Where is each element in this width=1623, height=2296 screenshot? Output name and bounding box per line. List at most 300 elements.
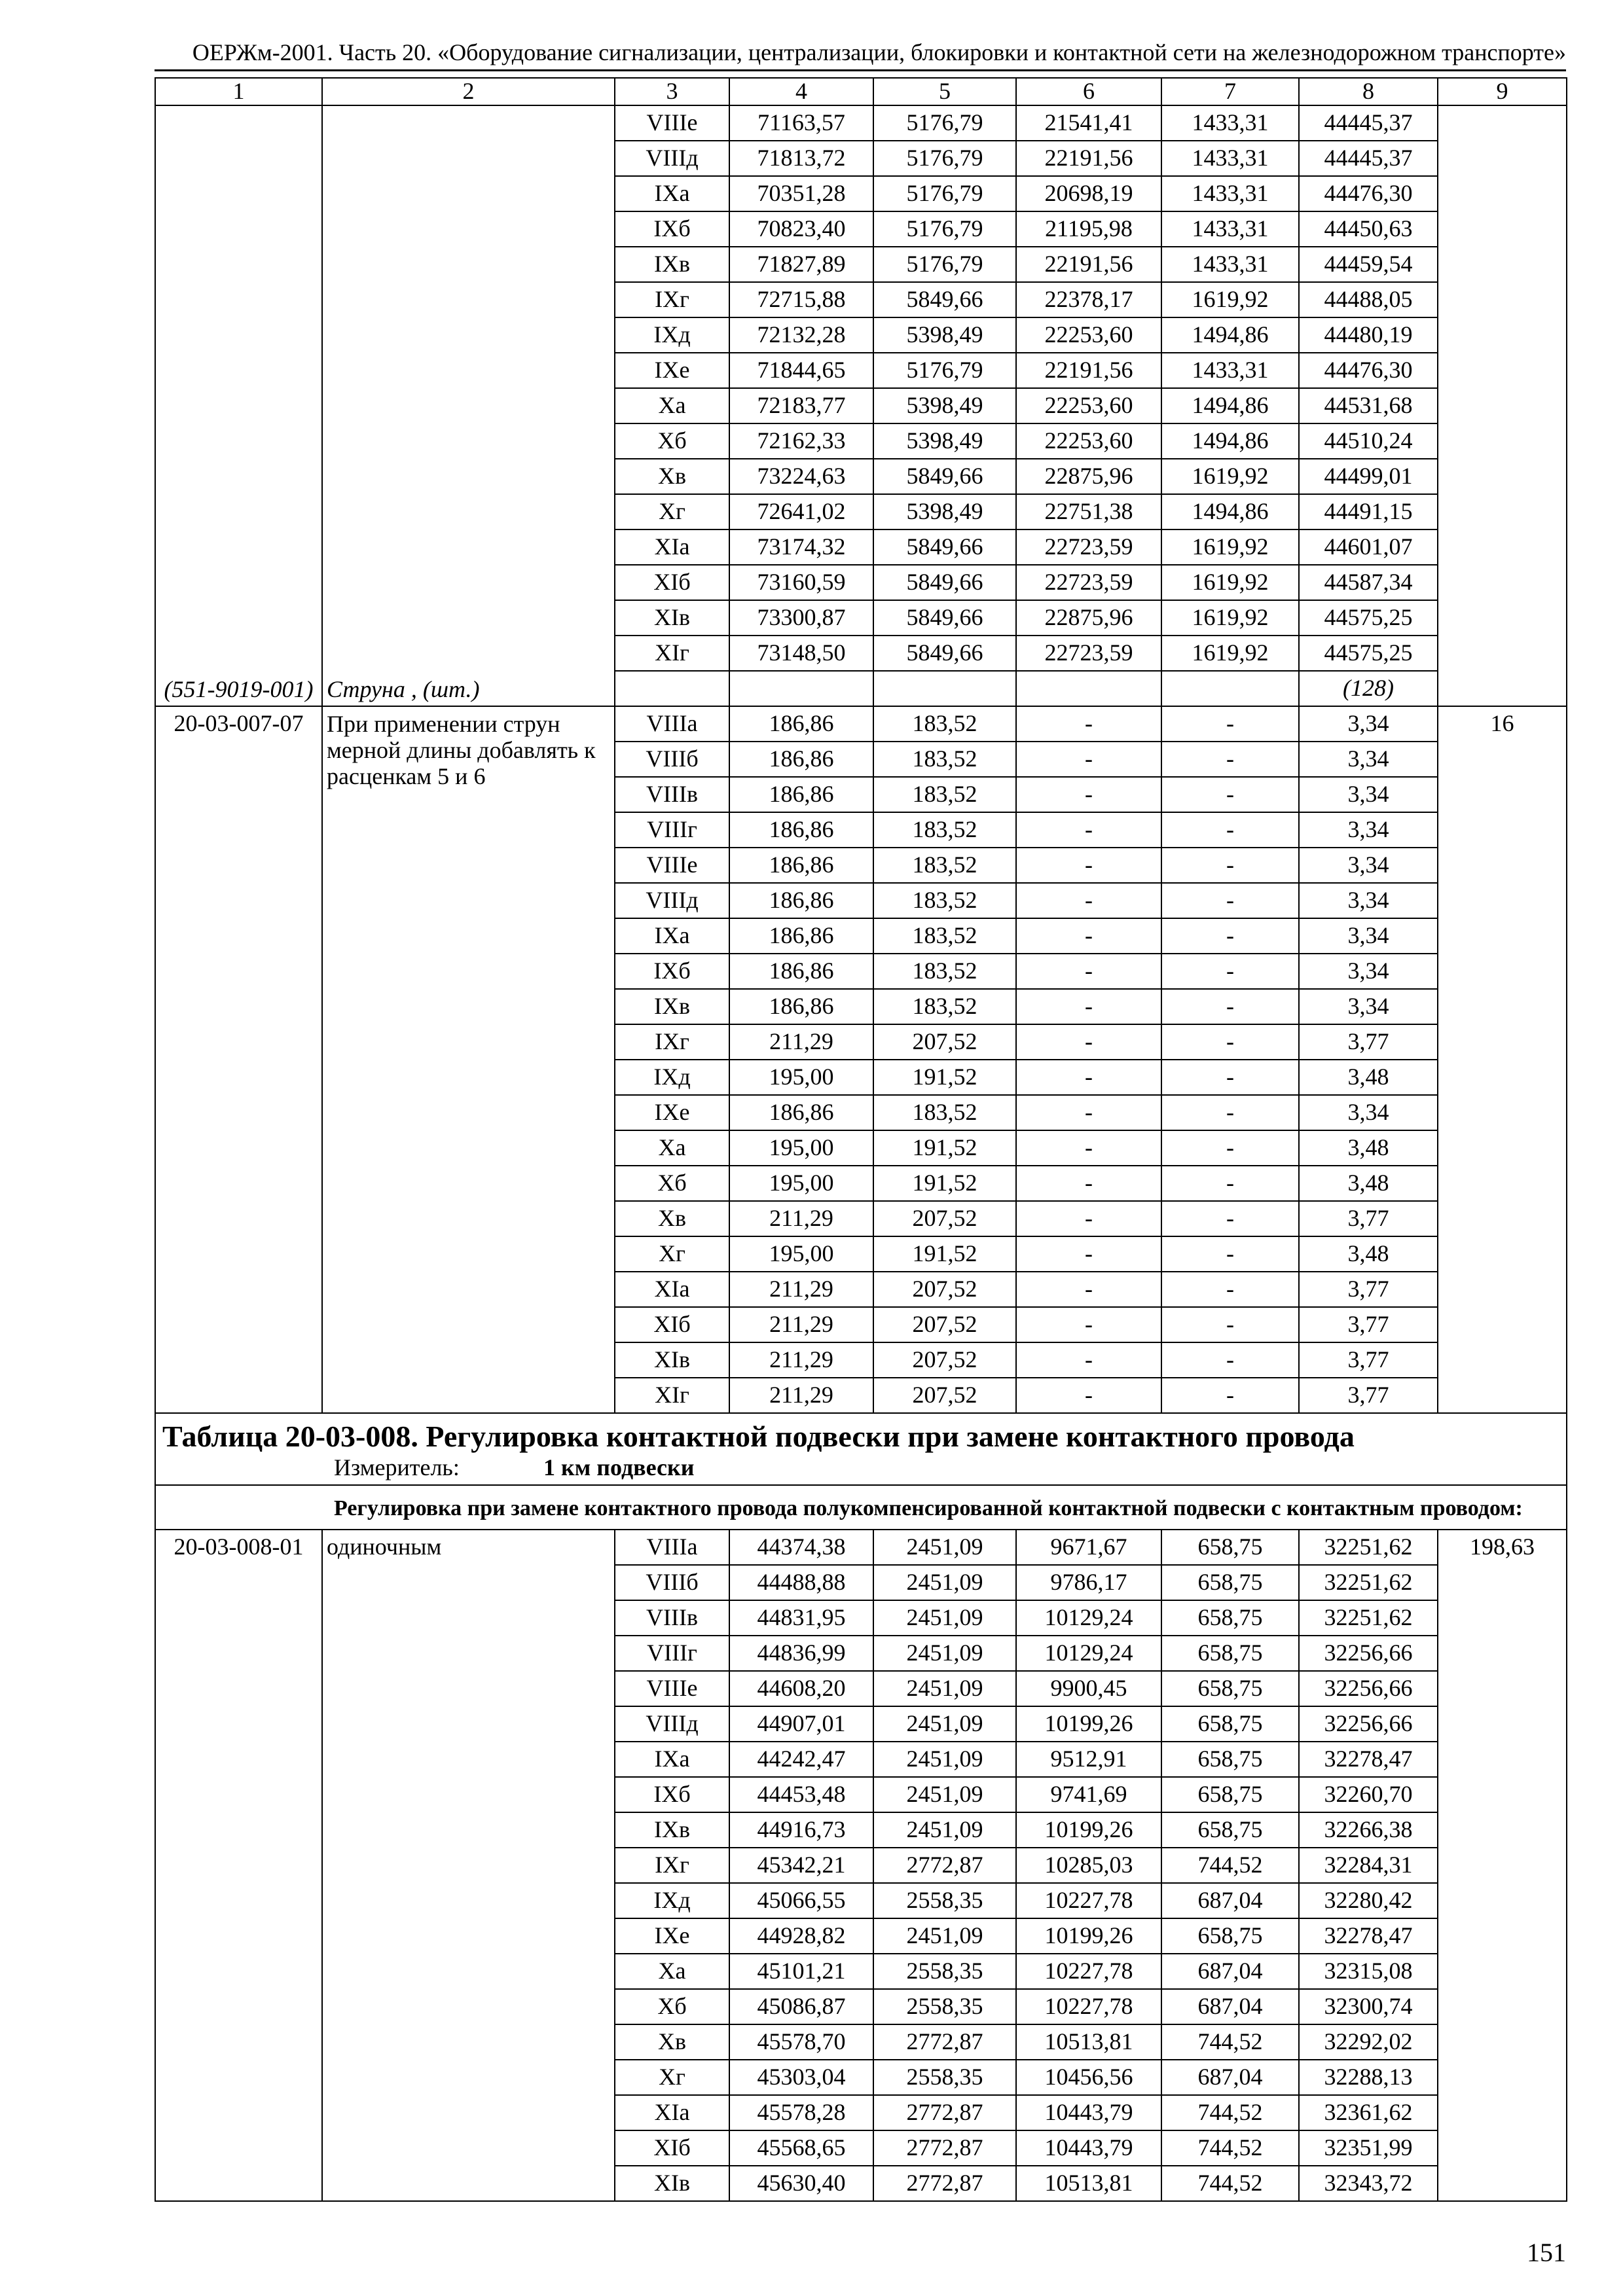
- machinist-wages-cell: -: [1161, 1095, 1299, 1130]
- material-cost-cell: 32278,47: [1299, 1918, 1438, 1954]
- total-cost-cell: 211,29: [729, 1201, 873, 1236]
- wages-cell: 2558,35: [873, 1989, 1016, 2024]
- material-cost-cell: 44476,30: [1299, 353, 1438, 388]
- machinist-wages-cell: 1619,92: [1161, 459, 1299, 494]
- machine-cost-cell: -: [1016, 1378, 1161, 1413]
- zone-index-cell: IXв: [615, 989, 729, 1024]
- machinist-wages-cell: -: [1161, 1201, 1299, 1236]
- machinist-wages-cell: 658,75: [1161, 1565, 1299, 1600]
- meter-line: [162, 1454, 1559, 1480]
- machinist-wages-cell: 1619,92: [1161, 529, 1299, 565]
- rate-code-cell: (551-9019-001): [155, 105, 322, 706]
- total-cost-cell: 186,86: [729, 989, 873, 1024]
- total-cost-cell: 186,86: [729, 777, 873, 812]
- machine-cost-cell: 10129,24: [1016, 1600, 1161, 1636]
- labor-cost-cell: [1438, 105, 1567, 706]
- machine-cost-cell: -: [1016, 1307, 1161, 1342]
- machine-cost-cell: 22723,59: [1016, 529, 1161, 565]
- machinist-wages-cell: -: [1161, 1342, 1299, 1378]
- material-cost-cell: 3,34: [1299, 742, 1438, 777]
- machinist-wages-cell: -: [1161, 1060, 1299, 1095]
- empty-cell: [729, 671, 873, 706]
- material-cost-cell: 3,77: [1299, 1272, 1438, 1307]
- total-cost-cell: 211,29: [729, 1024, 873, 1060]
- total-cost-cell: 186,86: [729, 918, 873, 954]
- total-cost-cell: 45086,87: [729, 1989, 873, 2024]
- zone-index-cell: IXб: [615, 211, 729, 247]
- zone-index-cell: IXб: [615, 954, 729, 989]
- total-cost-cell: 72162,33: [729, 423, 873, 459]
- zone-index-cell: XIб: [615, 2130, 729, 2166]
- machinist-wages-cell: -: [1161, 989, 1299, 1024]
- section-header-row: [155, 1413, 1567, 1485]
- machine-cost-cell: -: [1016, 883, 1161, 918]
- zone-index-cell: VIIIг: [615, 1636, 729, 1671]
- machine-cost-cell: 22875,96: [1016, 600, 1161, 636]
- meter-label: Измеритель:: [334, 1454, 460, 1480]
- wages-cell: 5398,49: [873, 494, 1016, 529]
- total-cost-cell: 186,86: [729, 706, 873, 742]
- total-cost-cell: 211,29: [729, 1272, 873, 1307]
- total-cost-cell: 44831,95: [729, 1600, 873, 1636]
- machine-cost-cell: -: [1016, 1024, 1161, 1060]
- material-cost-cell: 3,34: [1299, 812, 1438, 848]
- zone-index-cell: Xг: [615, 2060, 729, 2095]
- wages-cell: 5849,66: [873, 282, 1016, 317]
- zone-index-cell: VIIIа: [615, 706, 729, 742]
- zone-index-cell: IXе: [615, 1095, 729, 1130]
- machine-cost-cell: 9900,45: [1016, 1671, 1161, 1706]
- column-number: 4: [729, 78, 873, 105]
- machine-cost-cell: 10199,26: [1016, 1812, 1161, 1848]
- machinist-wages-cell: -: [1161, 1024, 1299, 1060]
- total-cost-cell: 45101,21: [729, 1954, 873, 1989]
- machine-cost-cell: 10227,78: [1016, 1954, 1161, 1989]
- rate-code-cell: 20-03-008-01: [155, 1530, 322, 2201]
- rates-table: [155, 77, 1567, 2202]
- wages-cell: 183,52: [873, 918, 1016, 954]
- machine-cost-cell: 22751,38: [1016, 494, 1161, 529]
- wages-cell: 2772,87: [873, 2130, 1016, 2166]
- wages-cell: 2451,09: [873, 1918, 1016, 1954]
- material-cost-cell: 32284,31: [1299, 1848, 1438, 1883]
- wages-cell: 207,52: [873, 1024, 1016, 1060]
- material-cost-cell: 3,34: [1299, 706, 1438, 742]
- wages-cell: 2558,35: [873, 2060, 1016, 2095]
- material-cost-cell: 3,34: [1299, 883, 1438, 918]
- material-cost-cell: 44491,15: [1299, 494, 1438, 529]
- material-cost-cell: 3,34: [1299, 918, 1438, 954]
- machinist-wages-cell: 744,52: [1161, 1848, 1299, 1883]
- rate-code-cell: 20-03-007-07: [155, 706, 322, 1413]
- zone-index-cell: IXв: [615, 1812, 729, 1848]
- meter-value: 1 км подвески: [543, 1454, 695, 1480]
- total-cost-cell: 211,29: [729, 1342, 873, 1378]
- machine-cost-cell: 9512,91: [1016, 1742, 1161, 1777]
- zone-index-cell: VIIIе: [615, 105, 729, 141]
- column-number: 7: [1161, 78, 1299, 105]
- work-name-cell: одиночным: [322, 1530, 615, 2201]
- total-cost-cell: 186,86: [729, 883, 873, 918]
- material-cost-cell: 32256,66: [1299, 1706, 1438, 1742]
- machinist-wages-cell: -: [1161, 1378, 1299, 1413]
- machine-cost-cell: 22191,56: [1016, 353, 1161, 388]
- table-row: [155, 706, 1567, 742]
- machinist-wages-cell: 1433,31: [1161, 211, 1299, 247]
- zone-index-cell: XIб: [615, 565, 729, 600]
- machine-cost-cell: -: [1016, 954, 1161, 989]
- wages-cell: 5176,79: [873, 105, 1016, 141]
- total-cost-cell: 73160,59: [729, 565, 873, 600]
- wages-cell: 5176,79: [873, 247, 1016, 282]
- total-cost-cell: 44608,20: [729, 1671, 873, 1706]
- zone-index-cell: IXд: [615, 1060, 729, 1095]
- material-cost-cell: 3,77: [1299, 1024, 1438, 1060]
- machine-cost-cell: -: [1016, 1130, 1161, 1166]
- wages-cell: 207,52: [873, 1201, 1016, 1236]
- zone-index-cell: XIа: [615, 1272, 729, 1307]
- zone-index-cell: XIв: [615, 1342, 729, 1378]
- material-cost-cell: 44510,24: [1299, 423, 1438, 459]
- total-cost-cell: 73148,50: [729, 636, 873, 671]
- wages-cell: 183,52: [873, 742, 1016, 777]
- machinist-wages-cell: 658,75: [1161, 1812, 1299, 1848]
- total-cost-cell: 44374,38: [729, 1530, 873, 1565]
- machine-cost-cell: 21541,41: [1016, 105, 1161, 141]
- zone-index-cell: VIIIа: [615, 1530, 729, 1565]
- zone-index-cell: XIг: [615, 636, 729, 671]
- machine-cost-cell: -: [1016, 848, 1161, 883]
- total-cost-cell: 71163,57: [729, 105, 873, 141]
- material-cost-cell: 32260,70: [1299, 1777, 1438, 1812]
- machinist-wages-cell: -: [1161, 848, 1299, 883]
- machinist-wages-cell: 1619,92: [1161, 600, 1299, 636]
- zone-index-cell: Xб: [615, 1166, 729, 1201]
- total-cost-cell: 73174,32: [729, 529, 873, 565]
- header-rule: [155, 69, 1566, 71]
- zone-index-cell: IXд: [615, 1883, 729, 1918]
- wages-cell: 2558,35: [873, 1954, 1016, 1989]
- wages-cell: 5398,49: [873, 423, 1016, 459]
- column-number: 3: [615, 78, 729, 105]
- zone-index-cell: Xа: [615, 1954, 729, 1989]
- machine-cost-cell: 22191,56: [1016, 141, 1161, 176]
- machinist-wages-cell: 687,04: [1161, 1954, 1299, 1989]
- total-cost-cell: 195,00: [729, 1060, 873, 1095]
- zone-index-cell: VIIIв: [615, 1600, 729, 1636]
- material-cost-cell: 44575,25: [1299, 600, 1438, 636]
- total-cost-cell: 72183,77: [729, 388, 873, 423]
- machine-cost-cell: -: [1016, 1272, 1161, 1307]
- machine-cost-cell: -: [1016, 812, 1161, 848]
- subsection-header: [155, 1485, 1567, 1530]
- wages-cell: 5176,79: [873, 353, 1016, 388]
- material-cost-cell: 44445,37: [1299, 141, 1438, 176]
- total-cost-cell: 45630,40: [729, 2166, 873, 2201]
- total-cost-cell: 211,29: [729, 1378, 873, 1413]
- machinist-wages-cell: 1619,92: [1161, 282, 1299, 317]
- wages-cell: 5849,66: [873, 600, 1016, 636]
- material-cost-cell: 44499,01: [1299, 459, 1438, 494]
- zone-index-cell: XIа: [615, 529, 729, 565]
- wages-cell: 5176,79: [873, 176, 1016, 211]
- zone-index-cell: IXг: [615, 1848, 729, 1883]
- column-number: 1: [155, 78, 322, 105]
- total-cost-cell: 72132,28: [729, 317, 873, 353]
- zone-index-cell: Xа: [615, 1130, 729, 1166]
- wages-cell: 2451,09: [873, 1706, 1016, 1742]
- material-cost-cell: 3,77: [1299, 1342, 1438, 1378]
- total-cost-cell: 44928,82: [729, 1918, 873, 1954]
- material-cost-cell: 3,34: [1299, 954, 1438, 989]
- machinist-wages-cell: 1494,86: [1161, 423, 1299, 459]
- machine-cost-cell: 22253,60: [1016, 423, 1161, 459]
- material-cost-cell: 32288,13: [1299, 2060, 1438, 2095]
- machinist-wages-cell: -: [1161, 954, 1299, 989]
- material-qty-cell: (128): [1299, 671, 1438, 706]
- running-header: ОЕРЖм-2001. Часть 20. «Оборудование сигнализации, централизации, блокировки и контактной сети на железнодорожном транспорте»: [192, 39, 1566, 65]
- machinist-wages-cell: -: [1161, 1166, 1299, 1201]
- material-cost-cell: 44450,63: [1299, 211, 1438, 247]
- material-cost-cell: 3,48: [1299, 1236, 1438, 1272]
- machine-cost-cell: 22723,59: [1016, 636, 1161, 671]
- machinist-wages-cell: 1494,86: [1161, 388, 1299, 423]
- material-cost-cell: 32280,42: [1299, 1883, 1438, 1918]
- material-cost-cell: 32300,74: [1299, 1989, 1438, 2024]
- material-cost-cell: 32351,99: [1299, 2130, 1438, 2166]
- machine-cost-cell: 10285,03: [1016, 1848, 1161, 1883]
- machine-cost-cell: 22875,96: [1016, 459, 1161, 494]
- empty-cell: [873, 671, 1016, 706]
- machine-cost-cell: 10227,78: [1016, 1989, 1161, 2024]
- machinist-wages-cell: 1619,92: [1161, 636, 1299, 671]
- material-cost-cell: 44601,07: [1299, 529, 1438, 565]
- wages-cell: 207,52: [873, 1378, 1016, 1413]
- column-number: 2: [322, 78, 615, 105]
- material-cost-cell: 32315,08: [1299, 1954, 1438, 1989]
- machinist-wages-cell: -: [1161, 777, 1299, 812]
- zone-index-cell: IXг: [615, 282, 729, 317]
- total-cost-cell: 186,86: [729, 1095, 873, 1130]
- machine-cost-cell: 22191,56: [1016, 247, 1161, 282]
- machinist-wages-cell: -: [1161, 742, 1299, 777]
- zone-index-cell: IXд: [615, 317, 729, 353]
- total-cost-cell: 72715,88: [729, 282, 873, 317]
- wages-cell: 5398,49: [873, 388, 1016, 423]
- material-cost-cell: 44488,05: [1299, 282, 1438, 317]
- column-number: 9: [1438, 78, 1567, 105]
- material-cost-cell: 32278,47: [1299, 1742, 1438, 1777]
- total-cost-cell: 186,86: [729, 954, 873, 989]
- page-number: 151: [1527, 2238, 1566, 2267]
- machine-cost-cell: 21195,98: [1016, 211, 1161, 247]
- wages-cell: 2451,09: [873, 1812, 1016, 1848]
- column-number-row: [155, 78, 1567, 105]
- total-cost-cell: 72641,02: [729, 494, 873, 529]
- material-cost-cell: 3,34: [1299, 989, 1438, 1024]
- wages-cell: 2451,09: [873, 1636, 1016, 1671]
- machinist-wages-cell: -: [1161, 883, 1299, 918]
- material-cost-cell: 44531,68: [1299, 388, 1438, 423]
- total-cost-cell: 211,29: [729, 1307, 873, 1342]
- machinist-wages-cell: 1433,31: [1161, 176, 1299, 211]
- zone-index-cell: VIIIд: [615, 1706, 729, 1742]
- machine-cost-cell: 10456,56: [1016, 2060, 1161, 2095]
- wages-cell: 183,52: [873, 706, 1016, 742]
- zone-index-cell: XIв: [615, 2166, 729, 2201]
- zone-index-cell: Xг: [615, 1236, 729, 1272]
- wages-cell: 5176,79: [873, 211, 1016, 247]
- zone-index-cell: VIIIе: [615, 1671, 729, 1706]
- wages-cell: 5849,66: [873, 529, 1016, 565]
- wages-cell: 2451,09: [873, 1600, 1016, 1636]
- machinist-wages-cell: 1494,86: [1161, 494, 1299, 529]
- zone-index-cell: IXе: [615, 353, 729, 388]
- total-cost-cell: 186,86: [729, 812, 873, 848]
- machinist-wages-cell: 658,75: [1161, 1918, 1299, 1954]
- total-cost-cell: 45578,70: [729, 2024, 873, 2060]
- wages-cell: 191,52: [873, 1060, 1016, 1095]
- machinist-wages-cell: 1433,31: [1161, 141, 1299, 176]
- zone-index-cell: XIг: [615, 1378, 729, 1413]
- material-cost-cell: 3,34: [1299, 1095, 1438, 1130]
- material-cost-cell: 44476,30: [1299, 176, 1438, 211]
- work-name-cell: Струна , (шт.): [322, 105, 615, 706]
- zone-index-cell: IXа: [615, 918, 729, 954]
- machine-cost-cell: 10513,81: [1016, 2166, 1161, 2201]
- wages-cell: 2451,09: [873, 1777, 1016, 1812]
- machinist-wages-cell: -: [1161, 1236, 1299, 1272]
- machine-cost-cell: -: [1016, 742, 1161, 777]
- machinist-wages-cell: 744,52: [1161, 2024, 1299, 2060]
- zone-index-cell: XIв: [615, 600, 729, 636]
- total-cost-cell: 73224,63: [729, 459, 873, 494]
- material-cost-cell: 3,48: [1299, 1130, 1438, 1166]
- wages-cell: 2772,87: [873, 2166, 1016, 2201]
- machinist-wages-cell: 1433,31: [1161, 247, 1299, 282]
- machine-cost-cell: 22253,60: [1016, 388, 1161, 423]
- wages-cell: 183,52: [873, 1095, 1016, 1130]
- wages-cell: 2451,09: [873, 1742, 1016, 1777]
- machine-cost-cell: -: [1016, 1166, 1161, 1201]
- machinist-wages-cell: -: [1161, 812, 1299, 848]
- machine-cost-cell: -: [1016, 1201, 1161, 1236]
- total-cost-cell: 186,86: [729, 848, 873, 883]
- section-header: [155, 1413, 1567, 1485]
- wages-cell: 207,52: [873, 1342, 1016, 1378]
- labor-cost-cell: 198,63: [1438, 1530, 1567, 2201]
- total-cost-cell: 73300,87: [729, 600, 873, 636]
- zone-index-cell: Xа: [615, 388, 729, 423]
- wages-cell: 2558,35: [873, 1883, 1016, 1918]
- zone-index-cell: VIIIд: [615, 141, 729, 176]
- wages-cell: 191,52: [873, 1130, 1016, 1166]
- wages-cell: 207,52: [873, 1272, 1016, 1307]
- machinist-wages-cell: -: [1161, 1307, 1299, 1342]
- material-cost-cell: 32266,38: [1299, 1812, 1438, 1848]
- material-cost-cell: 3,77: [1299, 1378, 1438, 1413]
- zone-index-cell: IXа: [615, 1742, 729, 1777]
- material-cost-cell: 44445,37: [1299, 105, 1438, 141]
- material-cost-cell: 3,34: [1299, 777, 1438, 812]
- table-row: [155, 1530, 1567, 1565]
- material-cost-cell: 3,48: [1299, 1166, 1438, 1201]
- total-cost-cell: 44836,99: [729, 1636, 873, 1671]
- wages-cell: 5176,79: [873, 141, 1016, 176]
- material-cost-cell: 32256,66: [1299, 1671, 1438, 1706]
- total-cost-cell: 44916,73: [729, 1812, 873, 1848]
- wages-cell: 183,52: [873, 848, 1016, 883]
- zone-index-cell: Xб: [615, 423, 729, 459]
- machinist-wages-cell: 687,04: [1161, 1989, 1299, 2024]
- wages-cell: 2451,09: [873, 1671, 1016, 1706]
- machine-cost-cell: 22723,59: [1016, 565, 1161, 600]
- machinist-wages-cell: -: [1161, 918, 1299, 954]
- machine-cost-cell: -: [1016, 1236, 1161, 1272]
- machinist-wages-cell: 744,52: [1161, 2130, 1299, 2166]
- zone-index-cell: VIIIе: [615, 848, 729, 883]
- machine-cost-cell: 20698,19: [1016, 176, 1161, 211]
- total-cost-cell: 71844,65: [729, 353, 873, 388]
- wages-cell: 183,52: [873, 812, 1016, 848]
- total-cost-cell: 44488,88: [729, 1565, 873, 1600]
- material-cost-cell: 32251,62: [1299, 1600, 1438, 1636]
- wages-cell: 183,52: [873, 989, 1016, 1024]
- total-cost-cell: 44242,47: [729, 1742, 873, 1777]
- zone-index-cell: Xб: [615, 1989, 729, 2024]
- machine-cost-cell: 22253,60: [1016, 317, 1161, 353]
- machine-cost-cell: 10227,78: [1016, 1883, 1161, 1918]
- wages-cell: 191,52: [873, 1166, 1016, 1201]
- zone-index-cell: Xв: [615, 1201, 729, 1236]
- wages-cell: 5849,66: [873, 565, 1016, 600]
- wages-cell: 2451,09: [873, 1530, 1016, 1565]
- wages-cell: 5849,66: [873, 636, 1016, 671]
- wages-cell: 183,52: [873, 883, 1016, 918]
- material-cost-cell: 32251,62: [1299, 1565, 1438, 1600]
- zone-index-cell: XIб: [615, 1307, 729, 1342]
- machine-cost-cell: 9786,17: [1016, 1565, 1161, 1600]
- material-cost-cell: 3,77: [1299, 1201, 1438, 1236]
- machine-cost-cell: 10443,79: [1016, 2095, 1161, 2130]
- machine-cost-cell: 10513,81: [1016, 2024, 1161, 2060]
- zone-index-cell: IXб: [615, 1777, 729, 1812]
- machinist-wages-cell: 1619,92: [1161, 565, 1299, 600]
- wages-cell: 207,52: [873, 1307, 1016, 1342]
- zone-index-cell: Xв: [615, 2024, 729, 2060]
- total-cost-cell: 70823,40: [729, 211, 873, 247]
- table-title: Таблица 20-03-008. Регулировка контактной подвески при замене контактного провода: [162, 1420, 1355, 1453]
- zone-index-cell: IXе: [615, 1918, 729, 1954]
- zone-index-cell: Xв: [615, 459, 729, 494]
- machinist-wages-cell: -: [1161, 706, 1299, 742]
- machine-cost-cell: -: [1016, 989, 1161, 1024]
- work-name-cell: При применении струн мерной длины добавлять к расценкам 5 и 6: [322, 706, 615, 1413]
- material-cost-cell: 3,34: [1299, 848, 1438, 883]
- zone-index-cell: IXа: [615, 176, 729, 211]
- machine-cost-cell: 22378,17: [1016, 282, 1161, 317]
- machinist-wages-cell: 744,52: [1161, 2166, 1299, 2201]
- material-cost-cell: 44575,25: [1299, 636, 1438, 671]
- machinist-wages-cell: 658,75: [1161, 1742, 1299, 1777]
- wages-cell: 2772,87: [873, 1848, 1016, 1883]
- wages-cell: 2451,09: [873, 1565, 1016, 1600]
- material-cost-cell: 3,77: [1299, 1307, 1438, 1342]
- wages-cell: 5398,49: [873, 317, 1016, 353]
- total-cost-cell: 45066,55: [729, 1883, 873, 1918]
- machine-cost-cell: -: [1016, 777, 1161, 812]
- machinist-wages-cell: -: [1161, 1272, 1299, 1307]
